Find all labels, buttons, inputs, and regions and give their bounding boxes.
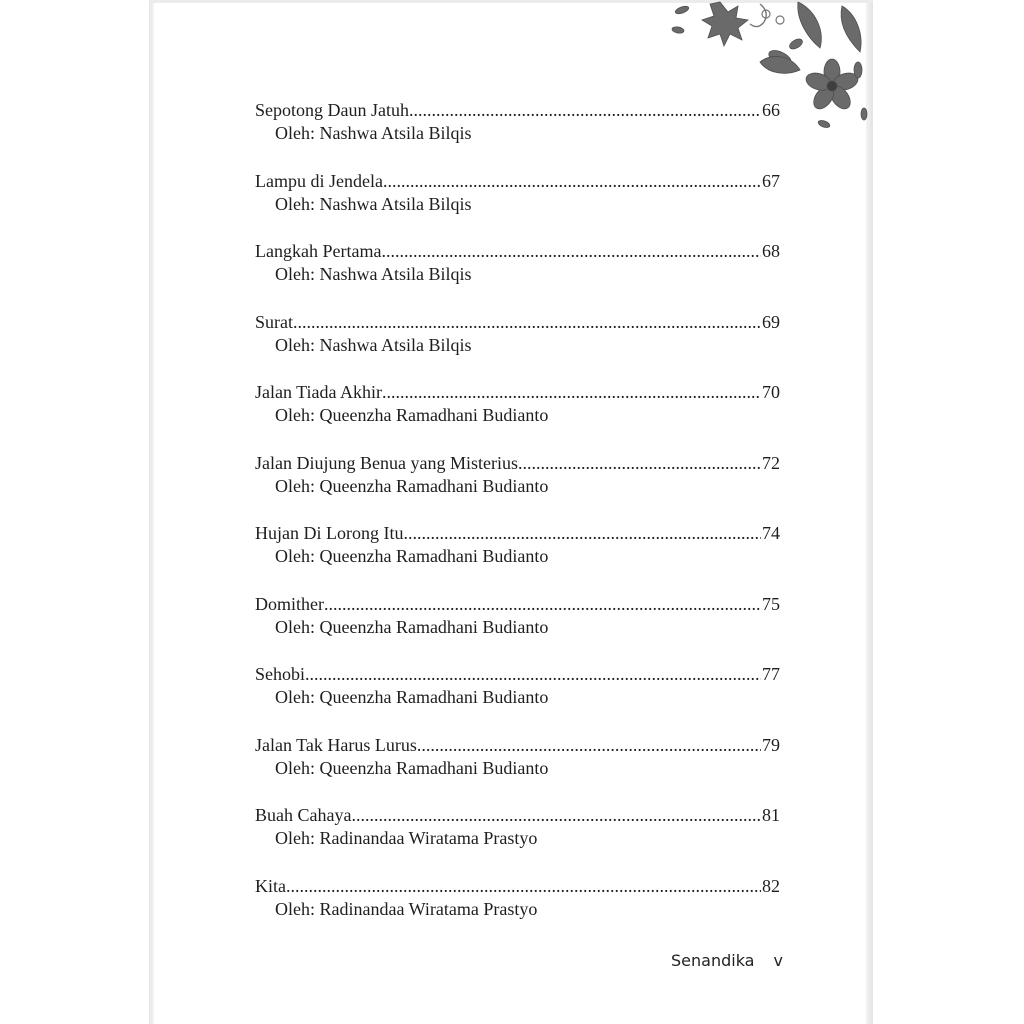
dot-leader bbox=[409, 99, 761, 122]
toc-entry-page-number: 69 bbox=[762, 311, 780, 332]
dot-leader bbox=[381, 240, 761, 263]
toc-entry-line bbox=[255, 593, 780, 616]
toc-entry-title: Sehobi bbox=[255, 664, 306, 684]
toc-entry-author: Oleh: Nashwa Atsila Bilqis bbox=[275, 193, 472, 214]
toc-entry-author: Oleh: Queenzha Ramadhani Budianto bbox=[275, 405, 549, 425]
toc-entry-line bbox=[255, 452, 780, 475]
dot-leader bbox=[518, 452, 761, 475]
toc-entry bbox=[255, 593, 780, 664]
dot-leader bbox=[383, 170, 761, 193]
toc-entry-title: Langkah Pertama bbox=[255, 241, 382, 261]
running-title: Senandika bbox=[671, 951, 755, 970]
dot-leader bbox=[403, 522, 761, 545]
toc-entry-author: Oleh: Queenzha Ramadhani Budianto bbox=[275, 546, 549, 566]
toc-entry-line bbox=[255, 170, 780, 193]
toc-entry-title: Jalan Tiada Akhir bbox=[255, 382, 383, 402]
toc-entry bbox=[255, 522, 780, 593]
toc-entry-page-number: 74 bbox=[762, 523, 780, 543]
toc-entry-page-number: 77 bbox=[762, 664, 780, 684]
toc-entry-title: Surat bbox=[255, 311, 293, 332]
toc-entry-author: Oleh: Queenzha Ramadhani Budianto bbox=[275, 616, 549, 637]
toc-entry-title: Jalan Tak Harus Lurus bbox=[255, 734, 417, 755]
toc-entry-page-number: 81 bbox=[762, 805, 780, 825]
dot-leader bbox=[293, 311, 761, 334]
toc-entry-author: Oleh: Queenzha Ramadhani Budianto bbox=[275, 757, 549, 778]
toc-entry bbox=[255, 663, 780, 734]
page-number: v bbox=[773, 951, 783, 970]
toc-entry-page-number: 68 bbox=[762, 241, 780, 261]
toc-entry-title: Hujan Di Lorong Itu bbox=[255, 523, 404, 543]
toc-entry-line bbox=[255, 381, 780, 404]
toc-entry-line bbox=[255, 240, 780, 263]
toc-entry bbox=[255, 170, 780, 241]
dot-leader bbox=[351, 804, 761, 827]
toc-entry-title: Kita bbox=[255, 875, 286, 896]
toc-entry bbox=[255, 734, 780, 805]
dot-leader bbox=[382, 381, 761, 404]
table-of-contents bbox=[255, 99, 780, 945]
toc-entry-author: Oleh: Nashwa Atsila Bilqis bbox=[275, 123, 472, 143]
toc-entry-page-number: 72 bbox=[762, 452, 780, 473]
toc-entry-author: Oleh: Radinandaa Wiratama Prastyo bbox=[275, 828, 538, 848]
toc-entry bbox=[255, 381, 780, 452]
toc-entry-line bbox=[255, 311, 780, 334]
toc-entry-page-number: 82 bbox=[762, 875, 780, 896]
toc-entry-author: Oleh: Nashwa Atsila Bilqis bbox=[275, 264, 472, 284]
toc-entry bbox=[255, 240, 780, 311]
toc-entry-author: Oleh: Radinandaa Wiratama Prastyo bbox=[275, 898, 538, 919]
dot-leader bbox=[324, 593, 761, 616]
toc-entry bbox=[255, 311, 780, 382]
toc-entry-line bbox=[255, 875, 780, 898]
toc-entry-line bbox=[255, 663, 780, 686]
toc-entry bbox=[255, 452, 780, 523]
toc-entry-title: Sepotong Daun Jatuh bbox=[255, 100, 409, 120]
toc-entry bbox=[255, 875, 780, 946]
toc-entry-line bbox=[255, 99, 780, 122]
dot-leader bbox=[305, 663, 761, 686]
toc-entry-title: Domither bbox=[255, 593, 324, 614]
toc-entry-page-number: 70 bbox=[762, 382, 780, 402]
toc-entry-page-number: 66 bbox=[762, 100, 780, 120]
toc-entry-title: Jalan Diujung Benua yang Misterius bbox=[255, 452, 518, 473]
toc-entry-line bbox=[255, 522, 780, 545]
toc-entry bbox=[255, 99, 780, 170]
dot-leader bbox=[417, 734, 761, 757]
toc-entry-author: Oleh: Queenzha Ramadhani Budianto bbox=[275, 475, 549, 496]
toc-entry-author: Oleh: Queenzha Ramadhani Budianto bbox=[275, 687, 549, 707]
toc-entry-page-number: 75 bbox=[762, 593, 780, 614]
toc-entry-line bbox=[255, 804, 780, 827]
page-footer bbox=[671, 951, 783, 970]
toc-entry-title: Lampu di Jendela bbox=[255, 170, 383, 191]
toc-entry-author: Oleh: Nashwa Atsila Bilqis bbox=[275, 334, 472, 355]
toc-entry-title: Buah Cahaya bbox=[255, 805, 352, 825]
toc-entry-page-number: 67 bbox=[762, 170, 780, 191]
toc-entry-line bbox=[255, 734, 780, 757]
toc-entry-page-number: 79 bbox=[762, 734, 780, 755]
dot-leader bbox=[286, 875, 761, 898]
toc-entry bbox=[255, 804, 780, 875]
